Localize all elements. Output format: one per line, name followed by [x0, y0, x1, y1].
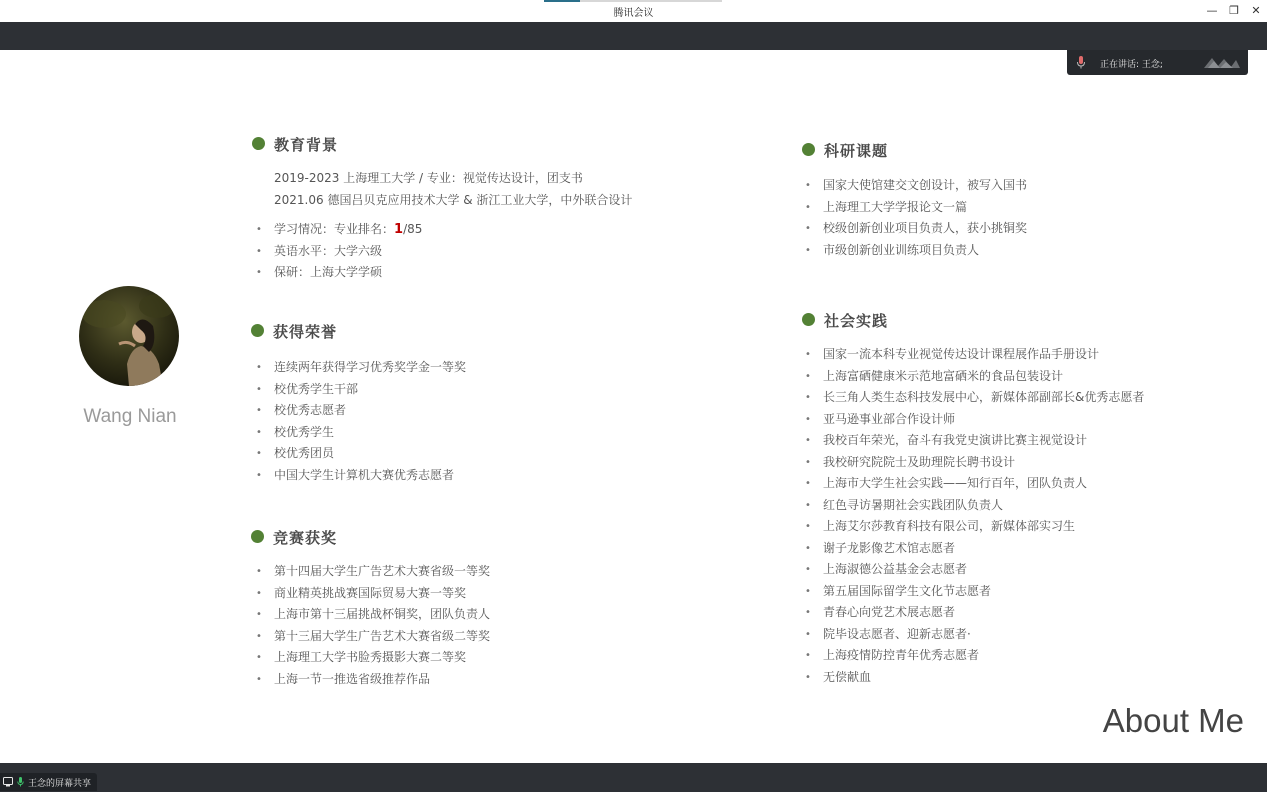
research-list — [805, 177, 1027, 263]
about-me-title: About Me — [1102, 702, 1244, 739]
list-item: • 上海理工大学学报论文一篇 — [805, 199, 1027, 221]
tab-indicator — [544, 0, 722, 2]
minimize-button[interactable]: — — [1206, 4, 1218, 17]
education-line-2: 2021.06 德国吕贝克应用技术大学 & 浙江工业大学，中外联合设计 — [274, 193, 633, 207]
list-item: • 上海艾尔莎教育科技有限公司，新媒体部实习生 — [805, 518, 1144, 540]
list-item: • 长三角人类生态科技发展中心，新媒体部副部长&优秀志愿者 — [805, 389, 1144, 411]
screen-share-badge[interactable] — [0, 773, 97, 791]
practice-list — [805, 346, 1144, 690]
list-item: • 英语水平：大学六级 — [256, 243, 422, 265]
list-item: • 校优秀团员 — [256, 445, 466, 467]
honors-heading-label: 获得荣誉 — [273, 323, 338, 341]
research-heading-label: 科研课题 — [824, 142, 889, 160]
list-item: • 红色寻访暑期社会实践团队负责人 — [805, 497, 1144, 519]
window-title: 腾讯会议 — [613, 8, 654, 19]
list-item: • 校优秀志愿者 — [256, 402, 466, 424]
honors-list — [256, 359, 466, 488]
meeting-bottom-toolbar — [0, 763, 1267, 792]
list-item: • 青春心向党艺术展志愿者 — [805, 604, 1144, 626]
list-item: • 校优秀学生 — [256, 424, 466, 446]
list-item: • 校优秀学生干部 — [256, 381, 466, 403]
list-item: • 上海富硒健康米示范地富硒米的食品包装设计 — [805, 368, 1144, 390]
section-bullet-icon — [802, 313, 815, 326]
list-item: • 上海市第十三届挑战杯铜奖，团队负责人 — [256, 606, 490, 628]
rank-label: 学习情况：专业排名： — [274, 222, 395, 236]
section-bullet-icon — [802, 143, 815, 156]
list-item: • 第十四届大学生广告艺术大赛省级一等奖 — [256, 563, 490, 585]
rank-value: 1 — [394, 222, 404, 237]
list-item: • 商业精英挑战赛国际贸易大赛一等奖 — [256, 585, 490, 607]
profile-name: Wang Nian — [83, 406, 177, 427]
list-item: • 连续两年获得学习优秀奖学金一等奖 — [256, 359, 466, 381]
speaking-text: 正在讲话: 王念; — [1100, 60, 1163, 70]
list-item: • 第十三届大学生广告艺术大赛省级二等奖 — [256, 628, 490, 650]
section-bullet-icon — [252, 137, 265, 150]
screen-share-label: 王念的屏幕共享 — [28, 778, 92, 789]
list-item: • 亚马逊事业部合作设计师 — [805, 411, 1144, 433]
list-item: • 校级创新创业项目负责人，获小挑铜奖 — [805, 220, 1027, 242]
practice-heading-label: 社会实践 — [824, 312, 889, 330]
list-item: • 院毕设志愿者、迎新志愿者· — [805, 626, 1144, 648]
list-item: • 无偿献血 — [805, 669, 1144, 691]
microphone-icon — [17, 777, 24, 787]
screen-share-icon — [3, 777, 13, 787]
section-bullet-icon — [251, 324, 264, 337]
list-item: • 上海市大学生社会实践——知行百年，团队负责人 — [805, 475, 1144, 497]
meeting-top-toolbar — [0, 22, 1267, 50]
list-item: • 保研：上海大学学硕 — [256, 264, 422, 286]
restore-button[interactable]: ❐ — [1229, 4, 1239, 17]
education-list — [256, 221, 422, 286]
competitions-heading-label: 竞赛获奖 — [273, 529, 338, 547]
signal-wave-icon — [1204, 56, 1240, 69]
education-line-1: 2019-2023 上海理工大学 / 专业：视觉传达设计，团支书 — [274, 171, 583, 185]
close-button[interactable]: ✕ — [1251, 4, 1261, 17]
education-heading-label: 教育背景 — [274, 136, 339, 154]
list-item: • 上海理工大学书脸秀摄影大赛二等奖 — [256, 649, 490, 671]
list-item: • 上海淑德公益基金会志愿者 — [805, 561, 1144, 583]
list-item: • 国家一流本科专业视觉传达设计课程展作品手册设计 — [805, 346, 1144, 368]
list-item: • 我校研究院院士及助理院长聘书设计 — [805, 454, 1144, 476]
rank-total: /85 — [403, 222, 423, 236]
list-item: • 上海一节一推选省级推荐作品 — [256, 671, 490, 693]
list-item: • 国家大使馆建交文创设计，被写入国书 — [805, 177, 1027, 199]
profile-avatar — [79, 286, 179, 386]
speaking-indicator — [1067, 50, 1248, 75]
list-item: • 第五届国际留学生文化节志愿者 — [805, 583, 1144, 605]
section-bullet-icon — [251, 530, 264, 543]
list-item: • 我校百年荣光，奋斗有我党史演讲比赛主视觉设计 — [805, 432, 1144, 454]
competitions-list — [256, 563, 490, 692]
list-item: • 上海疫情防控青年优秀志愿者 — [805, 647, 1144, 669]
microphone-icon — [1076, 56, 1086, 69]
list-item: • 中国大学生计算机大赛优秀志愿者 — [256, 467, 466, 489]
window-titlebar — [0, 0, 1267, 22]
list-item: • 市级创新创业训练项目负责人 — [805, 242, 1027, 264]
list-item: • 谢子龙影像艺术馆志愿者 — [805, 540, 1144, 562]
list-item — [256, 221, 422, 243]
